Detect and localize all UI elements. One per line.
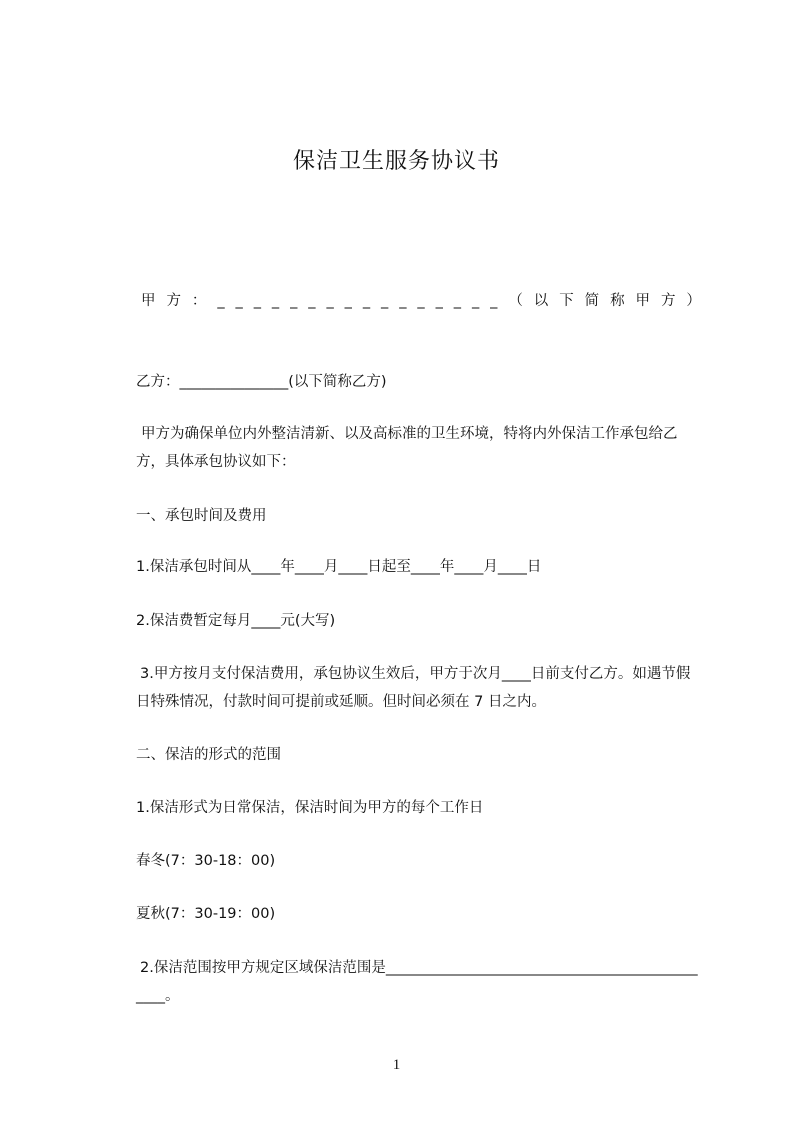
item-1-2: 2.保洁费暂定每月____元(大写): [136, 613, 336, 629]
party-a-char: 甲: [635, 293, 650, 309]
item-2-2: 2.保洁范围按甲方规定区域保洁范围是_______________________________________________。: [136, 960, 698, 1004]
party-a-char: 以: [533, 293, 549, 309]
item-2-1: 1.保洁形式为日常保洁，保洁时间为甲方的每个工作日: [136, 800, 484, 816]
party-a-char: 方: [660, 293, 676, 309]
party-a-char: _: [490, 293, 498, 309]
party-a-char: 下: [559, 293, 574, 309]
spring-winter-hours: 春冬(7：30-18：00): [136, 853, 276, 869]
party-a-char: 称: [610, 293, 625, 309]
party-a-char: _: [381, 293, 389, 309]
party-a-char: _: [344, 293, 352, 309]
party-a-char: _: [217, 293, 225, 309]
party-a-char: 简: [584, 293, 600, 309]
party-a-char: _: [326, 293, 334, 309]
page-number: 1: [392, 1057, 401, 1073]
party-a-char: _: [235, 293, 243, 309]
item-1-3: 3.甲方按月支付保洁费用，承包协议生效后，甲方于次月____日前支付乙方。如遇节假日特殊情况，付款时间可提前或延顺。但时间必须在 7 日之内。: [136, 666, 691, 710]
party-b-line: 乙方：_______________(以下简称乙方): [136, 374, 387, 390]
party-a-char: _: [417, 293, 425, 309]
item-1-1: 1.保洁承包时间从____年____月____日起至____年____月____日: [136, 559, 542, 575]
document-title: 保洁卫生服务协议书: [292, 149, 500, 174]
party-a-char: _: [435, 293, 443, 309]
party-a-char: _: [290, 293, 298, 309]
party-a-char: _: [271, 293, 280, 309]
party-a-char: _: [362, 293, 371, 309]
party-a-char: 方: [166, 293, 181, 309]
party-a-char: _: [253, 293, 261, 309]
party-a-char: 甲: [141, 293, 156, 309]
intro-paragraph: 甲方为确保单位内外整洁清新、以及高标准的卫生环境，特将内外保洁工作承包给乙方，具体承包协议如下：: [136, 426, 678, 470]
party-a-char: _: [308, 293, 316, 309]
summer-autumn-hours: 夏秋(7：30-19：00): [136, 906, 276, 922]
party-a-char: _: [399, 293, 407, 309]
party-a-char: _: [471, 293, 480, 309]
section-2-heading: 二、保洁的形式的范围: [136, 747, 281, 763]
party-a-char: （: [508, 293, 523, 309]
party-a-char: ：: [191, 293, 207, 309]
party-a-line: [141, 291, 701, 311]
section-1-heading: 一、承包时间及费用: [136, 508, 267, 524]
party-a-char: _: [453, 293, 461, 309]
party-a-char: ）: [686, 293, 701, 309]
